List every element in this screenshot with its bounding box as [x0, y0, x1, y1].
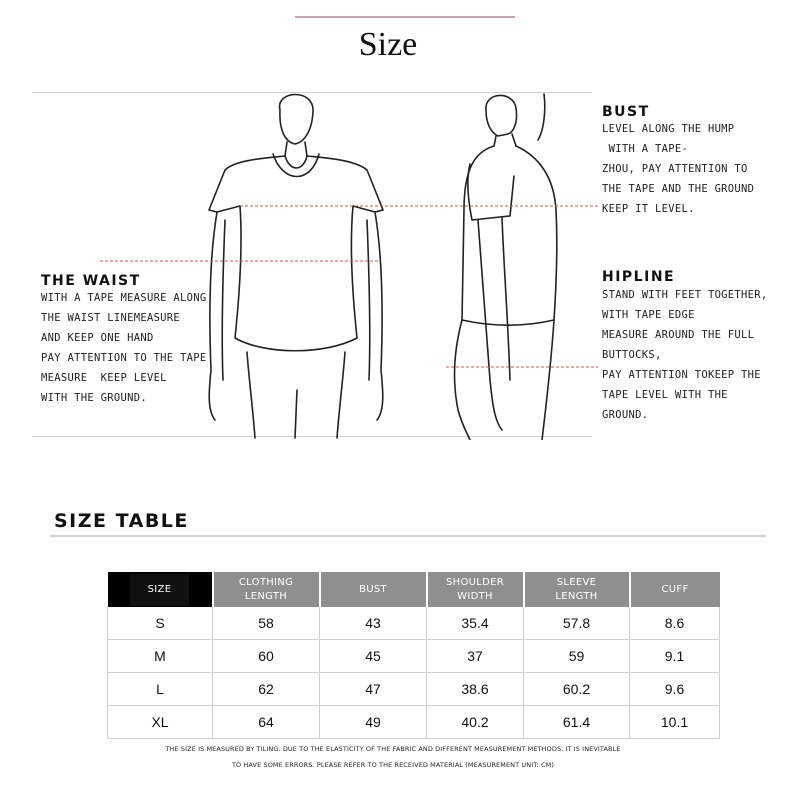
hipline-line: BUTTOCKS,	[602, 349, 662, 361]
cell-cuff: 9.6	[630, 673, 720, 706]
cell-cuff: 9.1	[630, 640, 720, 673]
cell-bust: 49	[320, 706, 427, 739]
bust-heading: BUST	[602, 104, 650, 120]
cell-size: S	[108, 607, 213, 640]
cell-size: M	[108, 640, 213, 673]
header-cuff: CUFF	[630, 572, 720, 607]
bust-line: THE TAPE AND THE GROUND	[602, 183, 755, 195]
cell-sleeve-length: 59	[524, 640, 630, 673]
cell-clothing-length: 62	[213, 673, 320, 706]
bust-line: KEEP IT LEVEL.	[602, 203, 695, 215]
waist-line: AND KEEP ONE HAND	[41, 332, 154, 344]
waist-description	[41, 288, 207, 408]
hipline-description	[602, 285, 768, 425]
cell-size: L	[108, 673, 213, 706]
cell-shoulder-width: 37	[427, 640, 524, 673]
table-row	[108, 640, 720, 673]
hipline-line: PAY ATTENTION TOKEEP THE	[602, 369, 761, 381]
hipline-line: STAND WITH FEET TOGETHER,	[602, 289, 768, 301]
bust-line: LEVEL ALONG THE HUMP	[602, 123, 735, 135]
header-shoulder-width: SHOULDER WIDTH	[427, 572, 524, 607]
header-bust: BUST	[320, 572, 427, 607]
size-table-rule	[50, 535, 766, 537]
cell-cuff: 8.6	[630, 607, 720, 640]
waist-line: WITH THE GROUND.	[41, 392, 147, 404]
cell-size: XL	[108, 706, 213, 739]
cell-shoulder-width: 38.6	[427, 673, 524, 706]
page-title: Size	[358, 26, 418, 63]
cell-clothing-length: 60	[213, 640, 320, 673]
hipline-heading: HIPLINE	[602, 269, 676, 285]
cell-clothing-length: 58	[213, 607, 320, 640]
hipline-line: WITH TAPE EDGE	[602, 309, 695, 321]
cell-bust: 47	[320, 673, 427, 706]
waist-line: PAY ATTENTION TO THE TAPE	[41, 352, 207, 364]
bust-line: ZHOU, PAY ATTENTION TO	[602, 163, 748, 175]
table-row	[108, 607, 720, 640]
header-size: SIZE	[108, 572, 213, 607]
waist-line: WITH A TAPE MEASURE ALONG	[41, 292, 207, 304]
bust-line: WITH A TAPE-	[602, 143, 689, 155]
size-table	[107, 572, 720, 739]
table-row	[108, 706, 720, 739]
cell-clothing-length: 64	[213, 706, 320, 739]
hipline-line: MEASURE AROUND THE FULL	[602, 329, 755, 341]
cell-sleeve-length: 57.8	[524, 607, 630, 640]
cell-shoulder-width: 40.2	[427, 706, 524, 739]
size-table-header-row	[108, 572, 720, 607]
hipline-line: TAPE LEVEL WITH THE	[602, 389, 728, 401]
waist-line: THE WAIST LINEMEASURE	[41, 312, 181, 324]
cell-cuff: 10.1	[630, 706, 720, 739]
table-row	[108, 673, 720, 706]
cell-bust: 43	[320, 607, 427, 640]
cell-shoulder-width: 35.4	[427, 607, 524, 640]
hipline-line: GROUND.	[602, 409, 649, 421]
footnote-line-1: THE SIZE IS MEASURED BY TILING. DUE TO THE ELASTICITY OF THE FABRIC AND DIFFERENT MEASUREMENT METHODS, IT IS INEVITABLE	[165, 745, 621, 753]
header-clothing-length: CLOTHING LENGTH	[213, 572, 320, 607]
bust-description	[602, 119, 754, 219]
waist-heading: THE WAIST	[41, 273, 141, 289]
footnote-line-2: TO HAVE SOME ERRORS. PLEASE REFER TO THE RECEIVED MATERIAL (MEASUREMENT UNIT: CM)	[231, 761, 555, 769]
cell-sleeve-length: 61.4	[524, 706, 630, 739]
header-sleeve-length: SLEEVE LENGTH	[524, 572, 630, 607]
cell-bust: 45	[320, 640, 427, 673]
cell-sleeve-length: 60.2	[524, 673, 630, 706]
size-table-title: SIZE TABLE	[54, 510, 189, 532]
waist-line: MEASURE KEEP LEVEL	[41, 372, 167, 384]
